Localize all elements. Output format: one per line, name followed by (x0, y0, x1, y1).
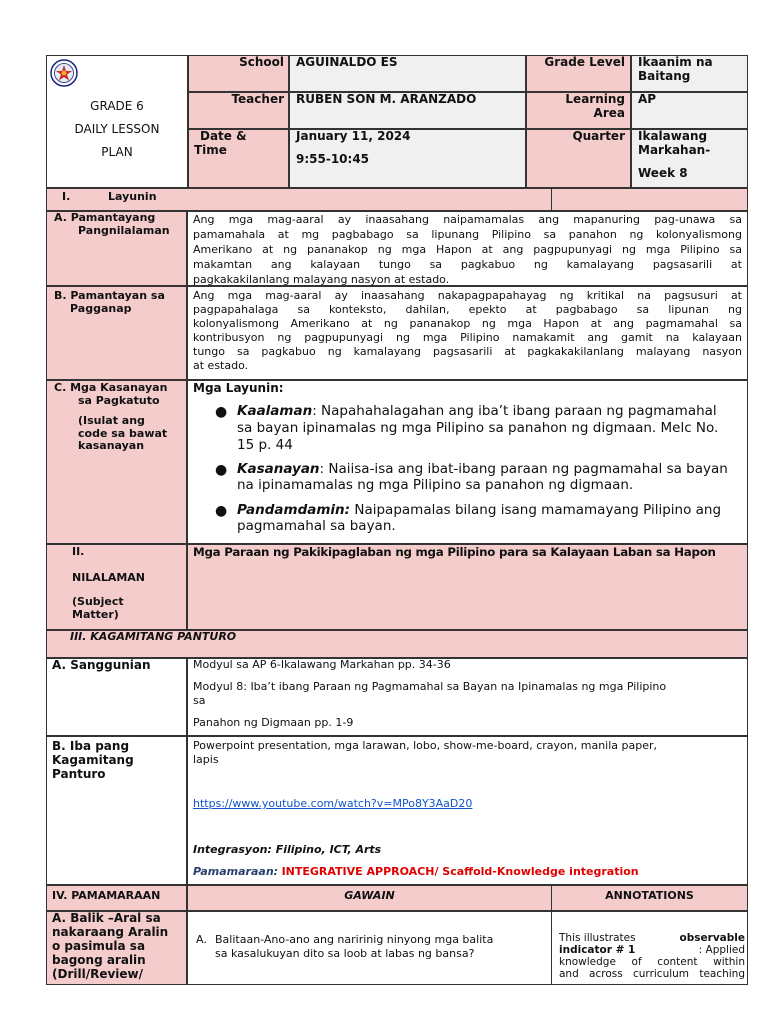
reference-2a: Modyul 8: Iba’t ibang Paraan ng Pagmamahal sa Bayan na Ipinamalas ng mga Pilipino (193, 680, 667, 693)
annotation-line-2 (559, 944, 745, 956)
pamamaraan-col-2: GAWAIN (344, 889, 395, 902)
objectives-title: Mga Layunin: (193, 381, 284, 395)
annotation-line-4: and across curriculum teaching (559, 968, 745, 980)
grade-value-2: Baitang (638, 69, 691, 83)
kaalaman-text: : Napahahalagahan ang iba’t ibang paraan ng pagmamahal (312, 403, 717, 419)
pagganap-label-1: B. Pamantayan sa (54, 289, 165, 302)
annotation-line-1 (559, 932, 745, 944)
materials-line-1: Powerpoint presentation, mga larawan, lobo, show-me-board, crayon, manila paper, (193, 739, 658, 752)
quarter-value-3: Week 8 (638, 166, 688, 180)
pandamdamin-text: Naipapamalas bilang isang mamamayang Pilipino ang (350, 502, 722, 518)
nilalaman-number: II. (72, 545, 85, 558)
method-line (193, 865, 639, 879)
annotation-2a: indicator # 1 (559, 944, 636, 956)
pangnilalaman-label-1: A. Pamantayang (54, 211, 156, 224)
pandamdamin-line-2: pagmamahal sa bayan. (237, 518, 396, 534)
bullet-icon: ● (215, 503, 228, 519)
teacher-label: Teacher (231, 92, 284, 106)
kasanayan-text: : Naiisa-isa ang ibat-ibang paraan ng pagmamahal sa bayan (319, 461, 728, 477)
school-value: AGUINALDO ES (296, 55, 398, 69)
reference-3: Panahon ng Digmaan pp. 1-9 (193, 716, 354, 729)
nilalaman-sub-1: (Subject (72, 595, 124, 608)
kaalaman-line-3: 15 p. 44 (237, 437, 293, 453)
pagganap-line-1: Ang mga mag-aaral ay inaasahang nakapagpapahayag ng kritikal na pagsusuri at (193, 289, 742, 302)
reference-2b: sa (193, 694, 206, 707)
method-value: INTEGRATIVE APPROACH/ Scaffold-Knowledge integration (281, 865, 639, 878)
kaalaman-term: Kaalaman (237, 403, 313, 419)
bullet-icon: ● (215, 462, 228, 478)
annotation-line-3: knowledge of content within (559, 956, 745, 968)
pandamdamin-line-1 (237, 502, 721, 518)
layunin-number: I. (62, 190, 71, 203)
kasanayan-label-1: C. Mga Kasanayan (54, 381, 168, 394)
area-label-2: Area (593, 106, 625, 120)
annotation-1b: observable (679, 932, 745, 944)
date-value: January 11, 2024 (296, 129, 411, 143)
nilalaman-label: NILALAMAN (72, 571, 146, 584)
grade-value-1: Ikaanim na (638, 55, 713, 69)
activity-line-2: sa kasalukuyan dito sa loob at labas ng bansa? (215, 947, 475, 960)
activity-number: A. (196, 933, 207, 946)
page-title-line-1: GRADE 6 (90, 99, 144, 113)
layunin-heading-divider (551, 188, 552, 211)
iba-pang-label-2: Kagamitang (52, 753, 134, 767)
kasanayan-obj-line-1 (237, 461, 728, 477)
area-value: AP (638, 92, 657, 106)
deped-seal-icon (50, 59, 78, 87)
quarter-value-2: Markahan- (638, 143, 711, 157)
balik-aral-label-5: (Drill/Review/ (52, 967, 144, 981)
pagganap-line-4: kontribusyon ng pagpupunyagi ng mga Pilipino namakamit ang gamit na kalayaan (193, 331, 742, 344)
kasanayan-label-2: sa Pagkatuto (78, 394, 160, 407)
pagganap-label-2: Pagganap (70, 302, 132, 315)
pangnilalaman-line-1: Ang mga mag-aaral ay inaasahang naipamamalas ang mapanuring pag-unawa sa (193, 213, 742, 226)
kasanayan-term: Kasanayan (237, 461, 320, 477)
pangnilalaman-line-5: pagkakakilanlang malayang nasyon at estado. (193, 273, 450, 286)
kasanayan-note-1: (Isulat ang (78, 414, 145, 427)
materials-line-2: lapis (193, 753, 219, 766)
kaalaman-line-1 (237, 403, 717, 419)
kasanayan-obj-line-2: na ipinamamalas ng mga Pilipino sa panahon ng digmaan. (237, 477, 634, 493)
pangnilalaman-label-2: Pangnilalaman (78, 224, 170, 237)
annotation-2b: : Applied (698, 944, 745, 956)
sanggunian-label: A. Sanggunian (52, 658, 151, 672)
teacher-value: RUBEN SON M. ARANZADO (296, 92, 477, 106)
pagganap-line-6: at estado. (193, 359, 249, 372)
pamamaraan-col-1: IV. PAMAMARAAN (52, 889, 161, 902)
kaalaman-line-2: sa bayan ipinamalas ng mga Pilipino sa panahon ng digmaan. Melc No. (237, 420, 719, 436)
grade-label: Grade Level (544, 55, 625, 69)
bullet-icon: ● (215, 404, 228, 420)
area-label-1: Learning (565, 92, 625, 106)
reference-1: Modyul sa AP 6-Ikalawang Markahan pp. 34-36 (193, 658, 451, 671)
youtube-link[interactable]: https://www.youtube.com/watch?v=MPo8Y3AaD20 (193, 797, 473, 810)
pamamaraan-col-3: ANNOTATIONS (605, 889, 694, 902)
balik-aral-label-1: A. Balik –Aral sa (52, 911, 161, 925)
date-label-1: Date & (200, 129, 247, 143)
balik-aral-label-3: o pasimula sa (52, 939, 146, 953)
activity-line-1: Balitaan-Ano-ano ang naririnig ninyong mga balita (215, 933, 494, 946)
annotation-1a: This illustrates (559, 932, 636, 944)
pagganap-line-3: kolonyalismong Amerikano at ng pananakop ng mga Hapon at ang pagmamahal sa (193, 317, 742, 330)
pagganap-line-2: pagpapahalaga sa konteksto, dahilan, epekto at pagbabago sa lipunan ng (193, 303, 742, 316)
iba-pang-label-3: Panturo (52, 767, 106, 781)
nilalaman-sub-2: Matter) (72, 608, 119, 621)
quarter-value-1: Ikalawang (638, 129, 708, 143)
page-title-line-3: PLAN (101, 145, 133, 159)
kasanayan-note-2: code sa bawat (78, 427, 168, 440)
method-label: Pamamaraan: (193, 865, 279, 878)
pandamdamin-term: Pandamdamin: (237, 502, 351, 518)
iba-pang-label-1: B. Iba pang (52, 739, 130, 753)
layunin-heading: Layunin (108, 190, 157, 203)
nilalaman-topic: Mga Paraan ng Pakikipaglaban ng mga Pilipino para sa Kalayaan Laban sa Hapon (193, 545, 716, 559)
page-title-line-2: DAILY LESSON (74, 122, 160, 136)
balik-aral-label-2: nakaraang Aralin (52, 925, 169, 939)
time-value: 9:55-10:45 (296, 152, 370, 166)
pangnilalaman-line-2: pamamahala at mg pagbabago sa lipunang Pilipino sa panahon ng kolonyalismong (193, 228, 742, 241)
school-label: School (239, 55, 284, 69)
kagamitan-heading: III. KAGAMITANG PANTURO (70, 630, 237, 643)
integration-text: Integrasyon: Filipino, ICT, Arts (193, 843, 382, 856)
pagganap-line-5: tungo sa pagkabuo ng kamalayang pagsasarili at pagkakakilanlang malayang nasyon (193, 345, 742, 358)
quarter-label: Quarter (572, 129, 625, 143)
balik-aral-label-4: bagong aralin (52, 953, 146, 967)
kasanayan-note-3: kasanayan (78, 439, 145, 452)
pangnilalaman-line-3: Amerikano at ng pananakop ng mga Hapon at ang pagpupunyagi ng mga Pilipino sa (193, 243, 742, 256)
date-label-2: Time (194, 143, 227, 157)
pangnilalaman-line-4: makamtan ang kalayaan tungo sa pagkabuo ng kamalayang pagsasarili at (193, 258, 742, 271)
